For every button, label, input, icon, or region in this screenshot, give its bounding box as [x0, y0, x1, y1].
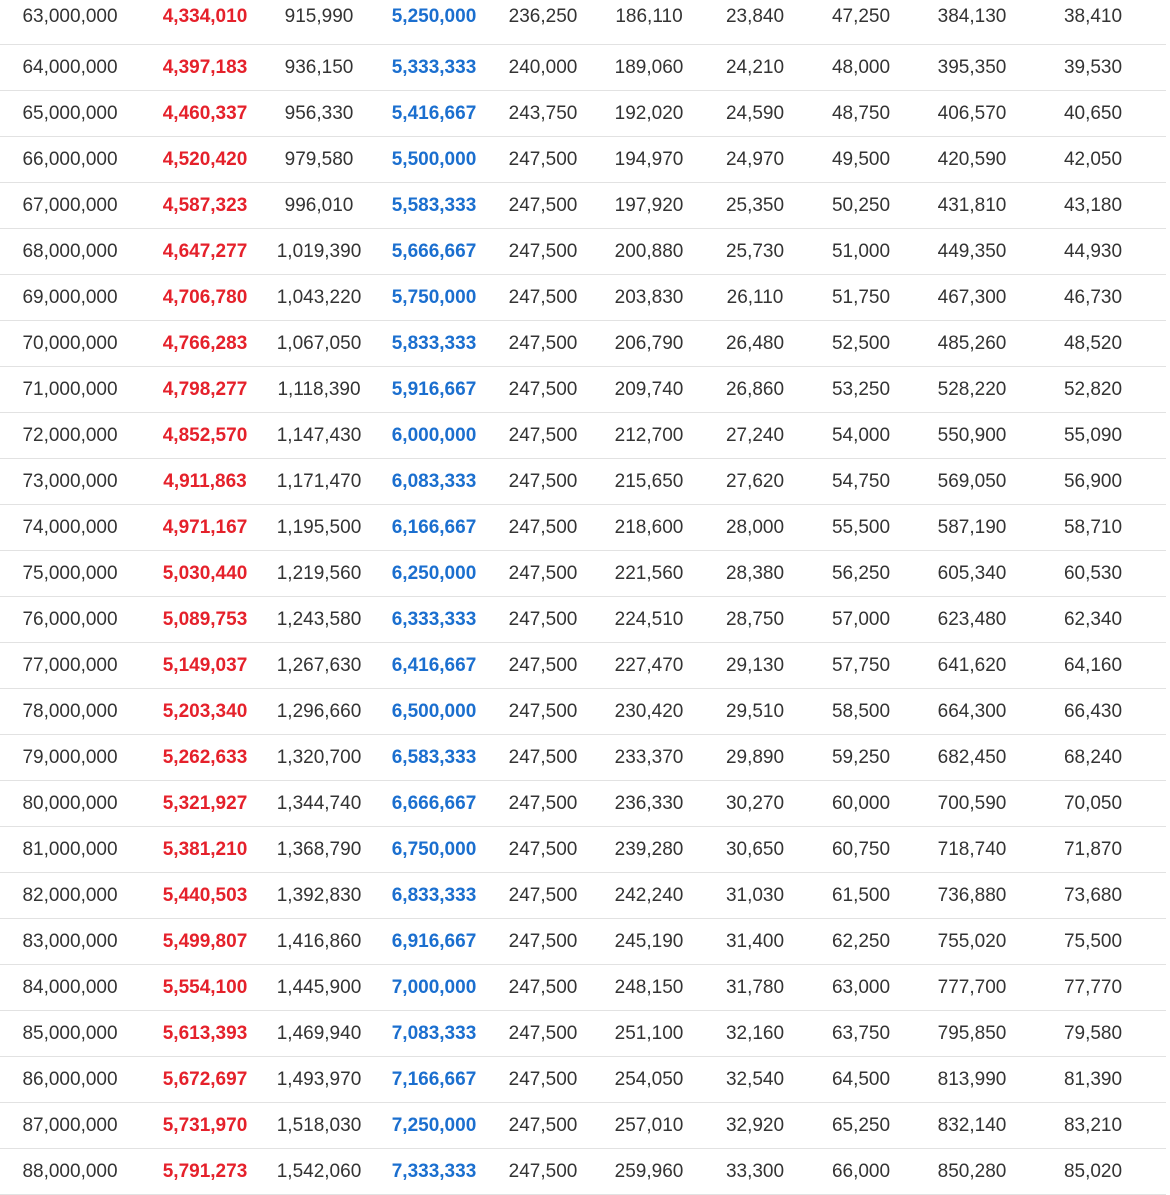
table-cell-col-5-value: 247,500 — [500, 1103, 586, 1149]
table-cell-col-2-value: 4,520,420 — [140, 137, 270, 183]
table-cell-col-1-value: 76,000,000 — [0, 597, 140, 643]
table-cell-col-10-value: 71,870 — [1020, 827, 1166, 873]
table-cell-col-7-value: 25,730 — [712, 229, 798, 275]
table-cell-col-7-value: 26,480 — [712, 321, 798, 367]
table-cell-col-4-value: 5,750,000 — [368, 275, 500, 321]
table-cell-col-5-value: 243,750 — [500, 91, 586, 137]
table-cell-col-3-value: 1,445,900 — [270, 965, 368, 1011]
table-cell-col-5-value: 247,500 — [500, 781, 586, 827]
table-row — [0, 413, 1166, 459]
table-cell-col-1-value: 69,000,000 — [0, 275, 140, 321]
table-cell-col-10-value: 64,160 — [1020, 643, 1166, 689]
table-cell-col-2-value: 5,672,697 — [140, 1057, 270, 1103]
table-cell-col-9-value: 641,620 — [924, 643, 1020, 689]
table-cell-col-4-value: 6,166,667 — [368, 505, 500, 551]
table-cell-col-4-value: 6,083,333 — [368, 459, 500, 505]
table-cell-col-3-value: 1,243,580 — [270, 597, 368, 643]
table-cell-col-6-value: 206,790 — [586, 321, 712, 367]
table-cell-col-2-value: 4,460,337 — [140, 91, 270, 137]
table-cell-col-3-value: 1,518,030 — [270, 1103, 368, 1149]
table-cell-col-3-value: 956,330 — [270, 91, 368, 137]
table-cell-col-5-value: 247,500 — [500, 1149, 586, 1195]
table-cell-col-7-value: 29,130 — [712, 643, 798, 689]
table-cell-col-8-value: 47,250 — [798, 0, 924, 45]
table-cell-col-3-value: 1,469,940 — [270, 1011, 368, 1057]
table-cell-col-3-value: 979,580 — [270, 137, 368, 183]
table-cell-col-1-value: 74,000,000 — [0, 505, 140, 551]
table-cell-col-1-value: 84,000,000 — [0, 965, 140, 1011]
table-row — [0, 45, 1166, 91]
table-cell-col-9-value: 700,590 — [924, 781, 1020, 827]
table-cell-col-3-value: 1,195,500 — [270, 505, 368, 551]
table-cell-col-1-value: 80,000,000 — [0, 781, 140, 827]
table-cell-col-4-value: 5,583,333 — [368, 183, 500, 229]
table-row — [0, 781, 1166, 827]
table-cell-col-3-value: 1,171,470 — [270, 459, 368, 505]
table-cell-col-4-value: 5,500,000 — [368, 137, 500, 183]
table-cell-col-4-value: 6,833,333 — [368, 873, 500, 919]
table-cell-col-1-value: 88,000,000 — [0, 1149, 140, 1195]
table-cell-col-4-value: 6,000,000 — [368, 413, 500, 459]
table-cell-col-6-value: 189,060 — [586, 45, 712, 91]
table-cell-col-10-value: 46,730 — [1020, 275, 1166, 321]
table-cell-col-8-value: 64,500 — [798, 1057, 924, 1103]
table-cell-col-5-value: 247,500 — [500, 275, 586, 321]
table-row — [0, 505, 1166, 551]
table-cell-col-7-value: 28,750 — [712, 597, 798, 643]
table-cell-col-4-value: 5,916,667 — [368, 367, 500, 413]
table-cell-col-4-value: 6,333,333 — [368, 597, 500, 643]
table-row — [0, 597, 1166, 643]
table-cell-col-7-value: 32,540 — [712, 1057, 798, 1103]
table-cell-col-4-value: 6,250,000 — [368, 551, 500, 597]
table-cell-col-7-value: 30,270 — [712, 781, 798, 827]
table-cell-col-9-value: 485,260 — [924, 321, 1020, 367]
table-row — [0, 873, 1166, 919]
table-cell-col-9-value: 550,900 — [924, 413, 1020, 459]
table-cell-col-7-value: 27,240 — [712, 413, 798, 459]
table-row — [0, 551, 1166, 597]
table-cell-col-7-value: 24,590 — [712, 91, 798, 137]
table-cell-col-4-value: 7,166,667 — [368, 1057, 500, 1103]
table-cell-col-6-value: 239,280 — [586, 827, 712, 873]
table-row — [0, 459, 1166, 505]
table-cell-col-7-value: 24,970 — [712, 137, 798, 183]
table-cell-col-9-value: 623,480 — [924, 597, 1020, 643]
table-cell-col-2-value: 4,766,283 — [140, 321, 270, 367]
table-cell-col-1-value: 83,000,000 — [0, 919, 140, 965]
table-cell-col-1-value: 87,000,000 — [0, 1103, 140, 1149]
table-cell-col-5-value: 247,500 — [500, 137, 586, 183]
table-cell-col-4-value: 5,833,333 — [368, 321, 500, 367]
table-cell-col-5-value: 247,500 — [500, 597, 586, 643]
table-cell-col-9-value: 832,140 — [924, 1103, 1020, 1149]
table-cell-col-6-value: 245,190 — [586, 919, 712, 965]
table-row — [0, 91, 1166, 137]
table-cell-col-4-value: 7,250,000 — [368, 1103, 500, 1149]
table-cell-col-2-value: 5,030,440 — [140, 551, 270, 597]
table-cell-col-10-value: 73,680 — [1020, 873, 1166, 919]
table-cell-col-3-value: 996,010 — [270, 183, 368, 229]
table-cell-col-3-value: 1,118,390 — [270, 367, 368, 413]
table-cell-col-7-value: 29,890 — [712, 735, 798, 781]
table-cell-col-8-value: 48,000 — [798, 45, 924, 91]
table-cell-col-3-value: 1,019,390 — [270, 229, 368, 275]
table-cell-col-9-value: 850,280 — [924, 1149, 1020, 1195]
table-cell-col-10-value: 44,930 — [1020, 229, 1166, 275]
table-cell-col-3-value: 1,267,630 — [270, 643, 368, 689]
table-cell-col-3-value: 1,043,220 — [270, 275, 368, 321]
table-cell-col-6-value: 186,110 — [586, 0, 712, 45]
table-cell-col-9-value: 682,450 — [924, 735, 1020, 781]
table-row — [0, 229, 1166, 275]
table-cell-col-6-value: 215,650 — [586, 459, 712, 505]
table-cell-col-8-value: 49,500 — [798, 137, 924, 183]
table-cell-col-7-value: 25,350 — [712, 183, 798, 229]
table-cell-col-1-value: 86,000,000 — [0, 1057, 140, 1103]
table-cell-col-5-value: 247,500 — [500, 321, 586, 367]
table-cell-col-1-value: 79,000,000 — [0, 735, 140, 781]
table-cell-col-10-value: 58,710 — [1020, 505, 1166, 551]
table-cell-col-8-value: 66,000 — [798, 1149, 924, 1195]
table-row — [0, 1103, 1166, 1149]
table-cell-col-7-value: 29,510 — [712, 689, 798, 735]
table-cell-col-1-value: 77,000,000 — [0, 643, 140, 689]
table-cell-col-10-value: 38,410 — [1020, 0, 1166, 45]
table-cell-col-3-value: 1,368,790 — [270, 827, 368, 873]
table-cell-col-5-value: 247,500 — [500, 413, 586, 459]
table-cell-col-9-value: 587,190 — [924, 505, 1020, 551]
table-row — [0, 919, 1166, 965]
table-cell-col-3-value: 1,493,970 — [270, 1057, 368, 1103]
table-cell-col-4-value: 5,333,333 — [368, 45, 500, 91]
table-cell-col-8-value: 57,750 — [798, 643, 924, 689]
table-row — [0, 183, 1166, 229]
table-cell-col-2-value: 4,397,183 — [140, 45, 270, 91]
table-cell-col-2-value: 4,706,780 — [140, 275, 270, 321]
table-cell-col-9-value: 795,850 — [924, 1011, 1020, 1057]
table-row — [0, 367, 1166, 413]
table-cell-col-8-value: 53,250 — [798, 367, 924, 413]
table-cell-col-2-value: 5,203,340 — [140, 689, 270, 735]
table-cell-col-4-value: 6,916,667 — [368, 919, 500, 965]
table-cell-col-10-value: 55,090 — [1020, 413, 1166, 459]
table-cell-col-5-value: 247,500 — [500, 367, 586, 413]
table-cell-col-5-value: 247,500 — [500, 689, 586, 735]
table-cell-col-2-value: 4,334,010 — [140, 0, 270, 45]
table-cell-col-5-value: 247,500 — [500, 1011, 586, 1057]
table-cell-col-6-value: 194,970 — [586, 137, 712, 183]
table-cell-col-1-value: 75,000,000 — [0, 551, 140, 597]
table-cell-col-10-value: 48,520 — [1020, 321, 1166, 367]
table-cell-col-8-value: 51,750 — [798, 275, 924, 321]
table-cell-col-9-value: 813,990 — [924, 1057, 1020, 1103]
table-cell-col-4-value: 7,333,333 — [368, 1149, 500, 1195]
table-cell-col-8-value: 52,500 — [798, 321, 924, 367]
table-cell-col-9-value: 736,880 — [924, 873, 1020, 919]
table-cell-col-2-value: 5,613,393 — [140, 1011, 270, 1057]
table-cell-col-7-value: 30,650 — [712, 827, 798, 873]
table-cell-col-3-value: 1,296,660 — [270, 689, 368, 735]
table-cell-col-10-value: 43,180 — [1020, 183, 1166, 229]
table-cell-col-6-value: 254,050 — [586, 1057, 712, 1103]
table-cell-col-6-value: 251,100 — [586, 1011, 712, 1057]
table-cell-col-5-value: 247,500 — [500, 827, 586, 873]
table-cell-col-4-value: 7,083,333 — [368, 1011, 500, 1057]
table-cell-col-8-value: 57,000 — [798, 597, 924, 643]
table-row — [0, 689, 1166, 735]
table-cell-col-6-value: 218,600 — [586, 505, 712, 551]
table-cell-col-1-value: 85,000,000 — [0, 1011, 140, 1057]
table-cell-col-1-value: 64,000,000 — [0, 45, 140, 91]
table-row — [0, 965, 1166, 1011]
table-cell-col-9-value: 755,020 — [924, 919, 1020, 965]
table-cell-col-7-value: 31,030 — [712, 873, 798, 919]
table-cell-col-1-value: 73,000,000 — [0, 459, 140, 505]
table-cell-col-6-value: 259,960 — [586, 1149, 712, 1195]
table-cell-col-1-value: 66,000,000 — [0, 137, 140, 183]
table-cell-col-6-value: 209,740 — [586, 367, 712, 413]
table-cell-col-8-value: 65,250 — [798, 1103, 924, 1149]
table-cell-col-3-value: 1,147,430 — [270, 413, 368, 459]
table-cell-col-6-value: 197,920 — [586, 183, 712, 229]
table-cell-col-6-value: 248,150 — [586, 965, 712, 1011]
table-cell-col-1-value: 78,000,000 — [0, 689, 140, 735]
table-row — [0, 0, 1166, 45]
table-cell-col-8-value: 60,000 — [798, 781, 924, 827]
table-cell-col-8-value: 56,250 — [798, 551, 924, 597]
table-cell-col-6-value: 212,700 — [586, 413, 712, 459]
table-cell-col-9-value: 449,350 — [924, 229, 1020, 275]
table-cell-col-10-value: 83,210 — [1020, 1103, 1166, 1149]
table-row — [0, 275, 1166, 321]
table-row — [0, 321, 1166, 367]
table-cell-col-5-value: 247,500 — [500, 965, 586, 1011]
table-cell-col-10-value: 79,580 — [1020, 1011, 1166, 1057]
table-cell-col-4-value: 6,666,667 — [368, 781, 500, 827]
table-cell-col-2-value: 4,647,277 — [140, 229, 270, 275]
table-cell-col-4-value: 5,416,667 — [368, 91, 500, 137]
table-cell-col-9-value: 664,300 — [924, 689, 1020, 735]
table-cell-col-5-value: 247,500 — [500, 873, 586, 919]
table-cell-col-10-value: 70,050 — [1020, 781, 1166, 827]
table-cell-col-3-value: 1,344,740 — [270, 781, 368, 827]
table-cell-col-2-value: 5,731,970 — [140, 1103, 270, 1149]
table-cell-col-4-value: 6,500,000 — [368, 689, 500, 735]
table-cell-col-10-value: 66,430 — [1020, 689, 1166, 735]
table-cell-col-4-value: 5,666,667 — [368, 229, 500, 275]
table-cell-col-5-value: 247,500 — [500, 919, 586, 965]
table-cell-col-7-value: 33,300 — [712, 1149, 798, 1195]
table-row — [0, 1057, 1166, 1103]
table-cell-col-1-value: 81,000,000 — [0, 827, 140, 873]
table-cell-col-10-value: 85,020 — [1020, 1149, 1166, 1195]
table-cell-col-4-value: 6,416,667 — [368, 643, 500, 689]
table-cell-col-1-value: 65,000,000 — [0, 91, 140, 137]
table-cell-col-6-value: 233,370 — [586, 735, 712, 781]
table-row — [0, 735, 1166, 781]
table-row — [0, 1149, 1166, 1195]
table-cell-col-3-value: 915,990 — [270, 0, 368, 45]
table-cell-col-10-value: 52,820 — [1020, 367, 1166, 413]
table-cell-col-6-value: 230,420 — [586, 689, 712, 735]
table-cell-col-3-value: 936,150 — [270, 45, 368, 91]
table-cell-col-10-value: 39,530 — [1020, 45, 1166, 91]
table-cell-col-7-value: 26,110 — [712, 275, 798, 321]
table-cell-col-6-value: 192,020 — [586, 91, 712, 137]
table-cell-col-8-value: 60,750 — [798, 827, 924, 873]
table-cell-col-2-value: 4,971,167 — [140, 505, 270, 551]
table-cell-col-10-value: 77,770 — [1020, 965, 1166, 1011]
table-row — [0, 643, 1166, 689]
table-cell-col-5-value: 247,500 — [500, 229, 586, 275]
table-cell-col-9-value: 431,810 — [924, 183, 1020, 229]
table-cell-col-1-value: 67,000,000 — [0, 183, 140, 229]
table-cell-col-2-value: 5,791,273 — [140, 1149, 270, 1195]
table-cell-col-9-value: 384,130 — [924, 0, 1020, 45]
table-cell-col-10-value: 56,900 — [1020, 459, 1166, 505]
table-cell-col-9-value: 406,570 — [924, 91, 1020, 137]
table-cell-col-5-value: 247,500 — [500, 735, 586, 781]
table-cell-col-3-value: 1,320,700 — [270, 735, 368, 781]
table-cell-col-3-value: 1,392,830 — [270, 873, 368, 919]
table-cell-col-7-value: 28,000 — [712, 505, 798, 551]
table-cell-col-7-value: 24,210 — [712, 45, 798, 91]
table-cell-col-7-value: 32,920 — [712, 1103, 798, 1149]
table-cell-col-4-value: 5,250,000 — [368, 0, 500, 45]
table-cell-col-5-value: 236,250 — [500, 0, 586, 45]
table-cell-col-7-value: 27,620 — [712, 459, 798, 505]
table-cell-col-8-value: 61,500 — [798, 873, 924, 919]
table-cell-col-9-value: 467,300 — [924, 275, 1020, 321]
table-cell-col-8-value: 63,750 — [798, 1011, 924, 1057]
table-cell-col-6-value: 236,330 — [586, 781, 712, 827]
table-cell-col-8-value: 48,750 — [798, 91, 924, 137]
table-cell-col-2-value: 5,089,753 — [140, 597, 270, 643]
table-cell-col-10-value: 60,530 — [1020, 551, 1166, 597]
table-cell-col-10-value: 62,340 — [1020, 597, 1166, 643]
table-cell-col-8-value: 54,000 — [798, 413, 924, 459]
table-cell-col-7-value: 31,780 — [712, 965, 798, 1011]
table-cell-col-10-value: 42,050 — [1020, 137, 1166, 183]
table-cell-col-2-value: 4,587,323 — [140, 183, 270, 229]
table-cell-col-6-value: 221,560 — [586, 551, 712, 597]
table-cell-col-6-value: 227,470 — [586, 643, 712, 689]
table-cell-col-4-value: 6,583,333 — [368, 735, 500, 781]
table-cell-col-3-value: 1,542,060 — [270, 1149, 368, 1195]
table-cell-col-7-value: 23,840 — [712, 0, 798, 45]
table-cell-col-2-value: 5,321,927 — [140, 781, 270, 827]
table-row — [0, 137, 1166, 183]
table-cell-col-1-value: 72,000,000 — [0, 413, 140, 459]
table-cell-col-1-value: 68,000,000 — [0, 229, 140, 275]
table-cell-col-5-value: 247,500 — [500, 643, 586, 689]
table-cell-col-10-value: 75,500 — [1020, 919, 1166, 965]
table-cell-col-6-value: 203,830 — [586, 275, 712, 321]
table-cell-col-2-value: 5,499,807 — [140, 919, 270, 965]
table-cell-col-2-value: 5,440,503 — [140, 873, 270, 919]
table-cell-col-8-value: 63,000 — [798, 965, 924, 1011]
table-cell-col-2-value: 5,262,633 — [140, 735, 270, 781]
table-cell-col-1-value: 70,000,000 — [0, 321, 140, 367]
table-cell-col-9-value: 718,740 — [924, 827, 1020, 873]
table-cell-col-9-value: 569,050 — [924, 459, 1020, 505]
table-row — [0, 827, 1166, 873]
table-cell-col-8-value: 50,250 — [798, 183, 924, 229]
table-row — [0, 1011, 1166, 1057]
table-cell-col-6-value: 200,880 — [586, 229, 712, 275]
table-cell-col-9-value: 605,340 — [924, 551, 1020, 597]
table-cell-col-1-value: 71,000,000 — [0, 367, 140, 413]
table-cell-col-6-value: 242,240 — [586, 873, 712, 919]
table-cell-col-7-value: 26,860 — [712, 367, 798, 413]
table-cell-col-3-value: 1,219,560 — [270, 551, 368, 597]
table-cell-col-3-value: 1,416,860 — [270, 919, 368, 965]
table-cell-col-7-value: 32,160 — [712, 1011, 798, 1057]
table-cell-col-9-value: 528,220 — [924, 367, 1020, 413]
table-cell-col-1-value: 63,000,000 — [0, 0, 140, 45]
table-cell-col-5-value: 247,500 — [500, 1057, 586, 1103]
table-cell-col-4-value: 6,750,000 — [368, 827, 500, 873]
table-cell-col-6-value: 224,510 — [586, 597, 712, 643]
table-cell-col-1-value: 82,000,000 — [0, 873, 140, 919]
table-cell-col-8-value: 51,000 — [798, 229, 924, 275]
table-cell-col-8-value: 58,500 — [798, 689, 924, 735]
table-cell-col-2-value: 4,911,863 — [140, 459, 270, 505]
table-cell-col-8-value: 62,250 — [798, 919, 924, 965]
table-cell-col-9-value: 420,590 — [924, 137, 1020, 183]
table-cell-col-6-value: 257,010 — [586, 1103, 712, 1149]
table-cell-col-5-value: 247,500 — [500, 183, 586, 229]
table-cell-col-10-value: 68,240 — [1020, 735, 1166, 781]
table-cell-col-5-value: 247,500 — [500, 505, 586, 551]
table-cell-col-2-value: 4,852,570 — [140, 413, 270, 459]
table-cell-col-2-value: 5,554,100 — [140, 965, 270, 1011]
table-cell-col-10-value: 81,390 — [1020, 1057, 1166, 1103]
table-cell-col-2-value: 5,149,037 — [140, 643, 270, 689]
table-cell-col-3-value: 1,067,050 — [270, 321, 368, 367]
table-cell-col-8-value: 59,250 — [798, 735, 924, 781]
table-cell-col-8-value: 55,500 — [798, 505, 924, 551]
table-cell-col-5-value: 247,500 — [500, 551, 586, 597]
table-cell-col-2-value: 5,381,210 — [140, 827, 270, 873]
table-cell-col-5-value: 240,000 — [500, 45, 586, 91]
table-cell-col-9-value: 777,700 — [924, 965, 1020, 1011]
table-cell-col-7-value: 28,380 — [712, 551, 798, 597]
table-cell-col-2-value: 4,798,277 — [140, 367, 270, 413]
table-cell-col-9-value: 395,350 — [924, 45, 1020, 91]
table-cell-col-4-value: 7,000,000 — [368, 965, 500, 1011]
table-cell-col-10-value: 40,650 — [1020, 91, 1166, 137]
table-cell-col-7-value: 31,400 — [712, 919, 798, 965]
table-cell-col-8-value: 54,750 — [798, 459, 924, 505]
table-cell-col-5-value: 247,500 — [500, 459, 586, 505]
